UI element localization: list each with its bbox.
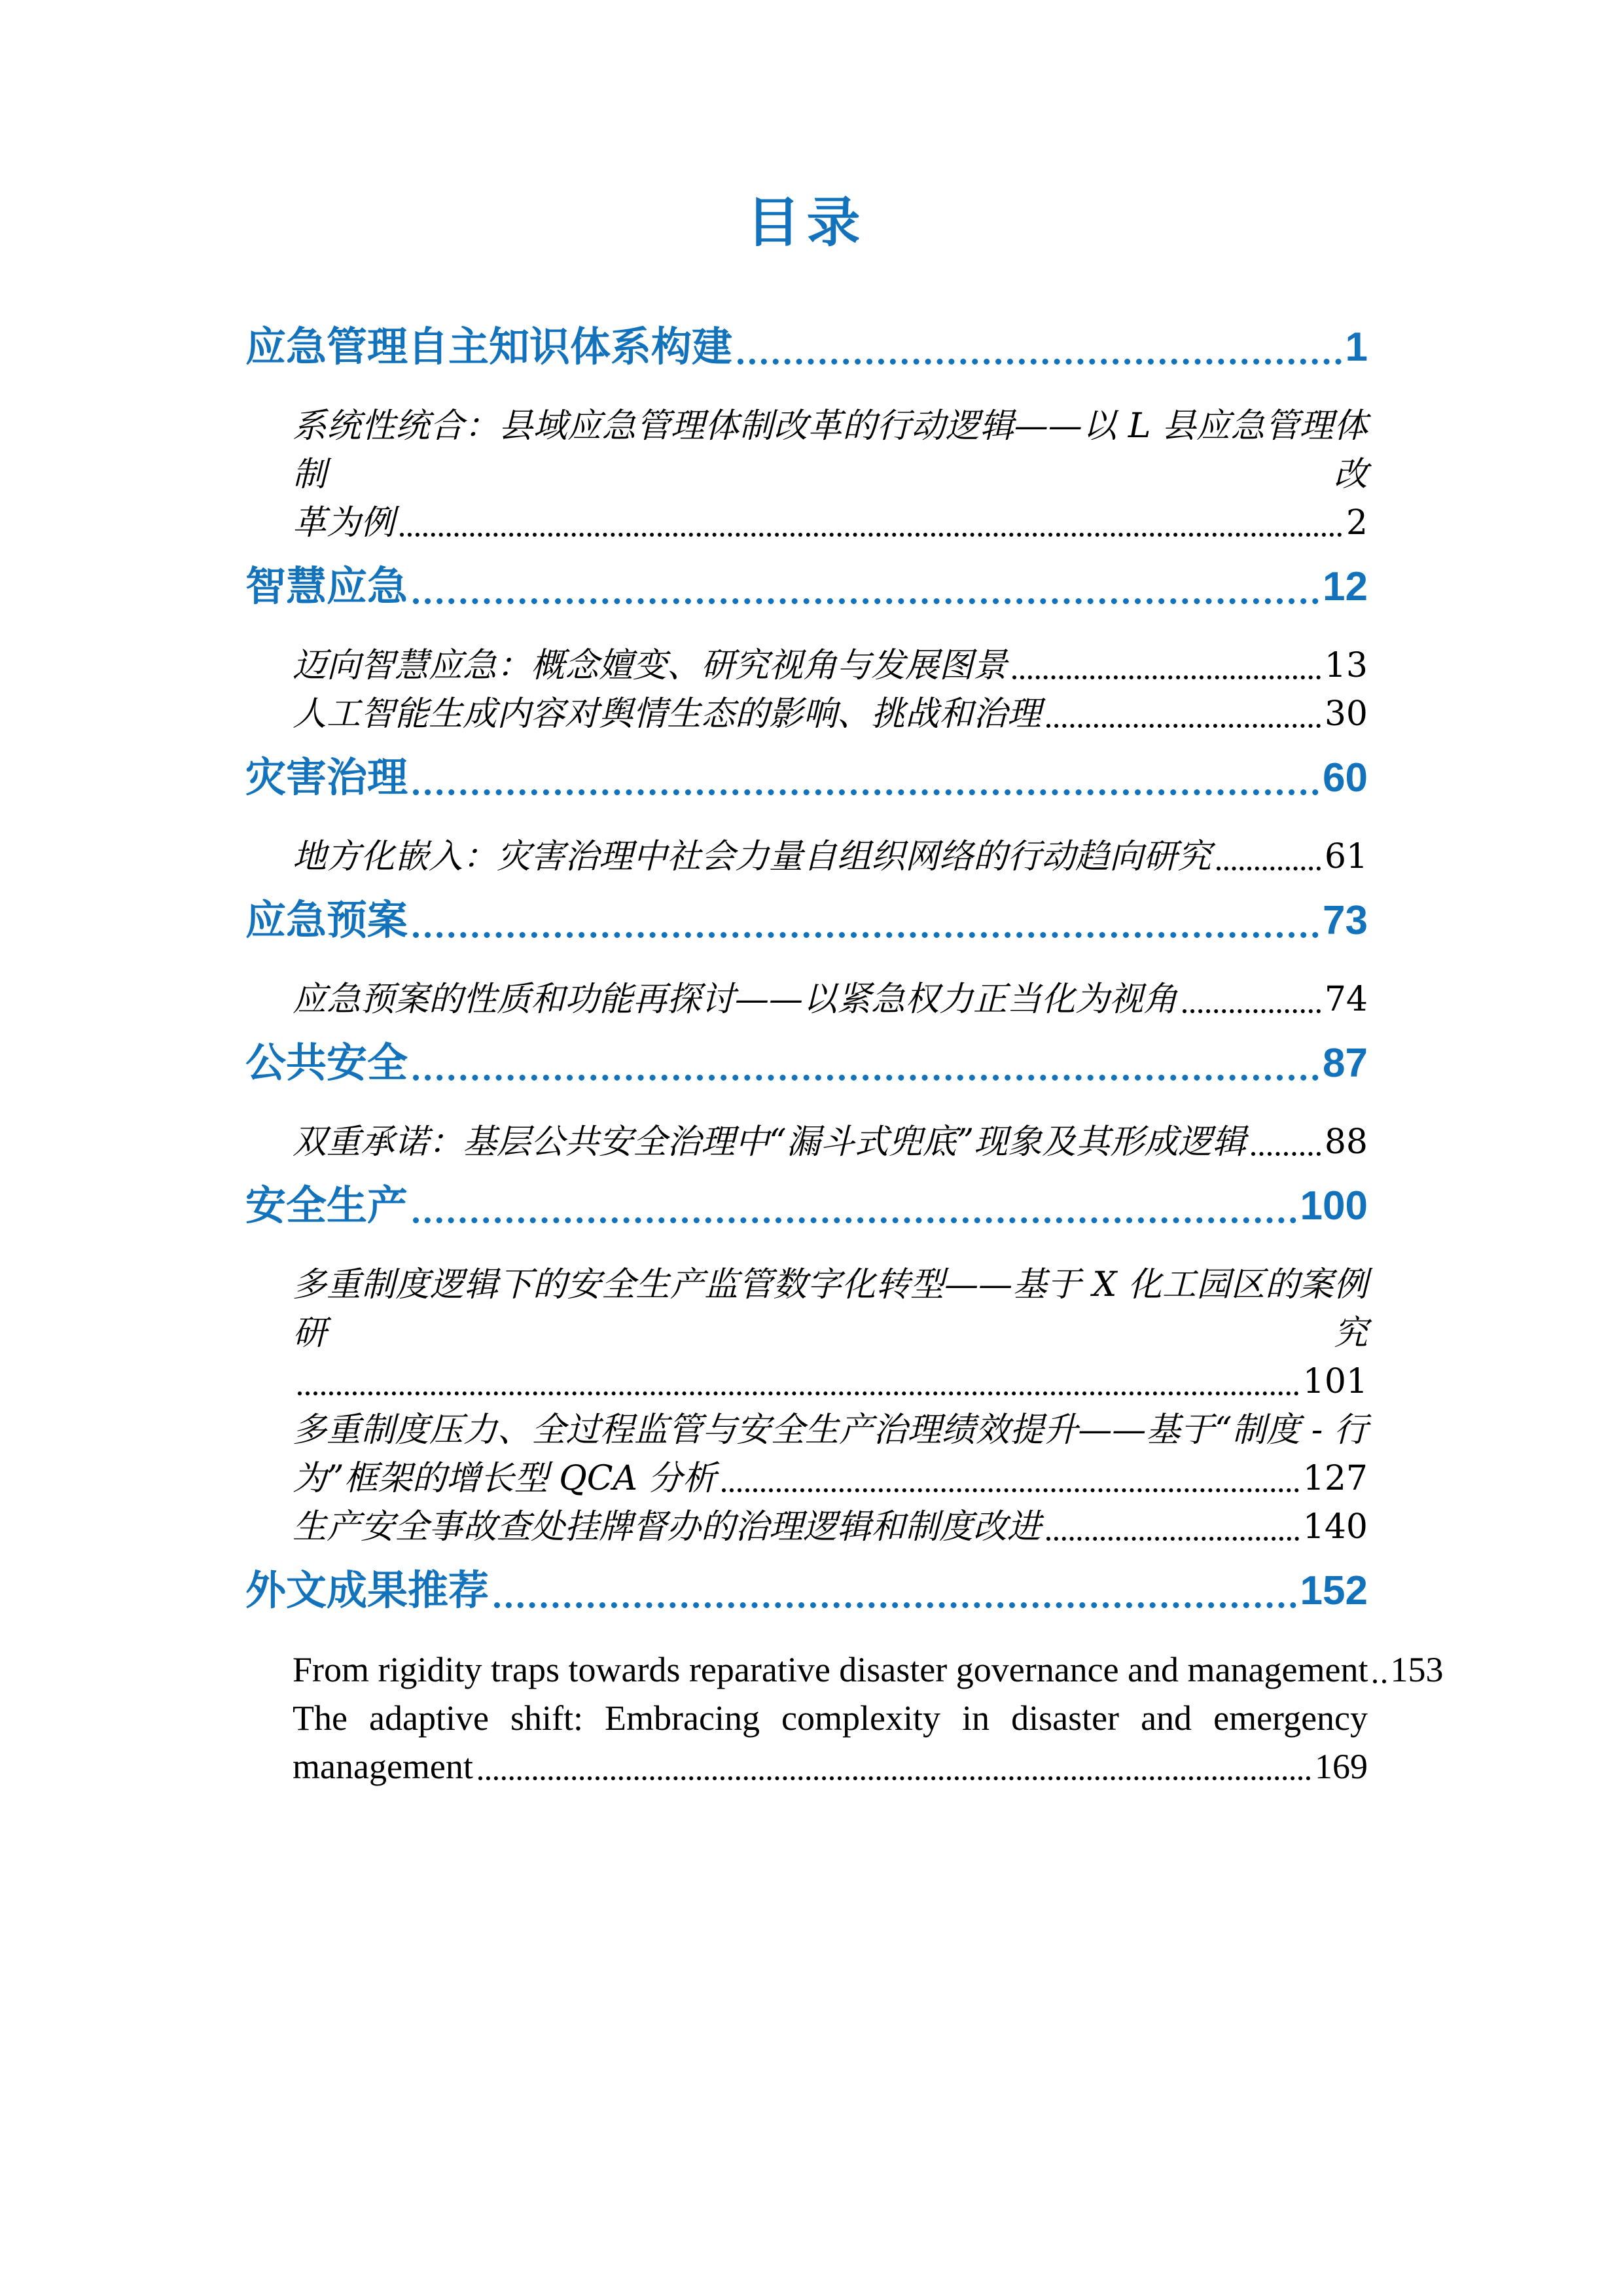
dot-leader [413, 932, 1319, 938]
dot-leader [413, 1217, 1296, 1223]
section-title: 应急管理自主知识体系构建 [245, 325, 733, 370]
toc-entry-2-0 [293, 833, 1368, 881]
entry-line: 多重制度逻辑下的安全生产监管数字化转型——基于 X 化工园区的案例研究 [293, 1265, 1368, 1353]
dot-leader [1183, 1009, 1321, 1013]
entry-line: 革为例 [293, 503, 395, 543]
toc-entry-1-0 [293, 641, 1368, 690]
section-heading-6 [245, 1568, 1368, 1613]
entry-line: 双重承诺：基层公共安全治理中“漏斗式兜底”现象及其形成逻辑 [293, 1122, 1247, 1162]
toc-entry-5-1 [293, 1406, 1368, 1503]
section-title: 外文成果推荐 [245, 1568, 490, 1613]
section-page-number: 87 [1323, 1041, 1368, 1086]
section-title: 智慧应急 [245, 564, 408, 609]
entry-page-number: 140 [1302, 1507, 1368, 1547]
entry-page-number: 101 [1302, 1362, 1368, 1401]
toc-entry-6-0 [293, 1645, 1444, 1694]
toc-entry-3-0 [293, 975, 1368, 1024]
entry-line: The adaptive shift: Embracing complexity in disaster and emergency [293, 1698, 1368, 1738]
section-title: 公共安全 [245, 1041, 408, 1086]
toc-entry-5-2 [293, 1503, 1368, 1551]
dot-leader [1046, 1537, 1299, 1541]
dot-leader [478, 1776, 1311, 1780]
doc-title: 目录 [746, 193, 867, 253]
section-heading-5 [245, 1183, 1368, 1229]
section-title: 应急预案 [245, 898, 408, 943]
dot-leader [400, 533, 1342, 537]
entry-page-number: 88 [1324, 1122, 1368, 1162]
entry-line: 迈向智慧应急：概念嬗变、研究视角与发展图景 [293, 646, 1008, 685]
entry-line: 地方化嵌入：灾害治理中社会力量自组织网络的行动趋向研究 [293, 837, 1212, 876]
toc-entry-4-0 [293, 1118, 1368, 1166]
entry-page-number: 153 [1390, 1650, 1444, 1689]
entry-line: 系统性统合：县域应急管理体制改革的行动逻辑——以 L 县应急管理体制改 [293, 406, 1368, 494]
section-page-number: 60 [1323, 755, 1368, 800]
toc-entry-6-1 [293, 1694, 1368, 1791]
entry-line: 人工智能生成内容对舆情生态的影响、挑战和治理 [293, 694, 1042, 734]
section-heading-2 [245, 755, 1368, 800]
entry-line: 为”框架的增长型 QCA 分析 [293, 1459, 717, 1498]
entry-page-number: 13 [1324, 646, 1368, 685]
entry-line: From rigidity traps towards reparative disaster governance and management [293, 1650, 1368, 1689]
dot-leader [1012, 675, 1321, 679]
entry-page-number: 169 [1315, 1747, 1368, 1786]
section-heading-1 [245, 564, 1368, 609]
dot-leader [1373, 1679, 1386, 1683]
section-title: 安全生产 [245, 1183, 408, 1229]
entry-line: 应急预案的性质和功能再探讨——以紧急权力正当化为视角 [293, 980, 1178, 1019]
toc-entry-5-0 [293, 1261, 1368, 1406]
section-heading-4 [245, 1043, 1368, 1084]
entry-line: 多重制度压力、全过程监管与安全生产治理绩效提升——基于“制度 - 行 [293, 1410, 1368, 1450]
toc-page [245, 0, 1444, 1791]
section-heading-0 [245, 327, 1368, 368]
dot-leader [494, 1602, 1296, 1608]
section-page-number: 152 [1300, 1568, 1368, 1613]
dot-leader [1046, 724, 1321, 728]
section-page-number: 12 [1323, 564, 1368, 609]
entry-page-number: 61 [1324, 837, 1368, 876]
dot-leader [738, 359, 1342, 365]
entry-line: 生产安全事故查处挂牌督办的治理逻辑和制度改进 [293, 1507, 1042, 1547]
entry-page-number: 2 [1346, 503, 1368, 543]
dot-leader [413, 789, 1319, 795]
section-page-number: 100 [1300, 1183, 1368, 1229]
dot-leader [413, 1075, 1319, 1081]
entry-line: management [293, 1747, 473, 1786]
entry-page-number: 127 [1302, 1459, 1368, 1498]
entry-page-number: 74 [1324, 980, 1368, 1019]
dot-leader [1217, 867, 1321, 870]
entry-page-number: 30 [1324, 694, 1368, 734]
toc-entry-1-1 [293, 690, 1368, 738]
toc-entry-0-0 [293, 402, 1368, 547]
section-page-number: 73 [1323, 898, 1368, 943]
dot-leader [298, 1391, 1299, 1395]
dot-leader [413, 598, 1319, 604]
dot-leader [722, 1488, 1299, 1492]
section-title: 灾害治理 [245, 755, 408, 800]
section-heading-3 [245, 898, 1368, 943]
dot-leader [1251, 1152, 1321, 1156]
section-page-number: 1 [1345, 325, 1368, 370]
